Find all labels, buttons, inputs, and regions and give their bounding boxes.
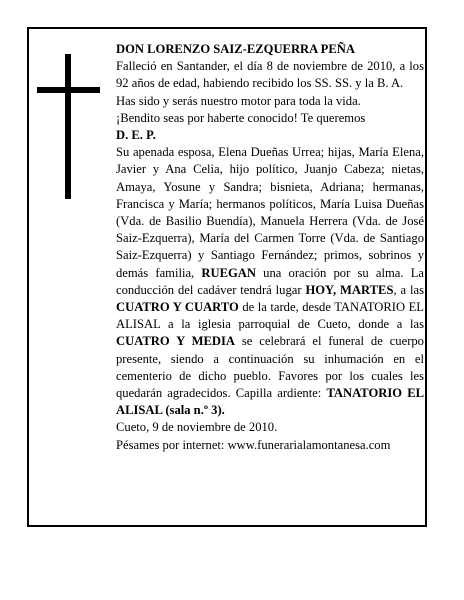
hoy-martes-bold: HOY, MARTES xyxy=(305,282,394,297)
cross-horizontal-bar xyxy=(37,87,100,93)
ruegan-bold: RUEGAN xyxy=(201,265,256,280)
obituary-text xyxy=(116,41,424,454)
family-list: Su apenada esposa, Elena Dueñas Urrea; hijas, María Elena, Javier y Ana Celia, hijo político, Juanjo Cabeza; nietas, Amaya, Yosune y Sandra; bisnieta, Adriana; hermanas, Francisca y María; hermanos políticos, María Luisa Dueñas (Vda. de Basilio Buendía), Manuela Herrera (Vda. de José Saiz-Ezquerra), María del Carmen Torre (Vda. de Santiago Saiz-Ezquerra) y Santiago Fernández; primos, sobrinos y demás familia, xyxy=(116,145,424,280)
family-paragraph xyxy=(116,144,424,419)
capilla-bold: TANATORIO EL ALISAL (sala n.º 3). xyxy=(116,386,424,418)
deceased-name: DON LORENZO SAIZ-EZQUERRA PEÑA xyxy=(116,42,355,56)
cuatro-y-cuarto-bold: CUATRO Y CUARTO xyxy=(116,300,239,315)
condolences-line: Pésames por internet: www.funerarialamontanesa.com xyxy=(116,437,391,452)
ruegan-text: una oración por su alma. La conducción del cadáver tendrá lugar xyxy=(116,265,424,297)
procession-text: de la tarde, desde TANATORIO EL ALISAL a la iglesia parroquial de Cueto, donde a las xyxy=(116,300,424,332)
date-line: Cueto, 9 de noviembre de 2010. xyxy=(116,420,278,435)
cuatro-y-media-bold: CUATRO Y MEDIA xyxy=(116,334,235,349)
dedication-line-2: ¡Bendito seas por haberte conocido! Te queremos xyxy=(116,110,366,125)
cross-vertical-bar xyxy=(65,54,71,199)
obituary-card xyxy=(27,27,427,527)
death-notice: Falleció en Santander, el día 8 de noviembre de 2010, a los 92 años de edad, habiendo recibido los SS. SS. y la B. A. xyxy=(116,59,424,91)
dedication-line-1: Has sido y serás nuestro motor para toda la vida. xyxy=(116,93,361,108)
a-las-text: , a las xyxy=(393,282,425,297)
dep-line: D. E. P. xyxy=(116,128,156,143)
funeral-text: se celebrará el funeral de cuerpo presente, siendo a continuación su inhumación en el cementerio de dicho pueblo. Favores por los cuales les quedarán agradecidos. Capilla ardiente: xyxy=(116,334,424,401)
